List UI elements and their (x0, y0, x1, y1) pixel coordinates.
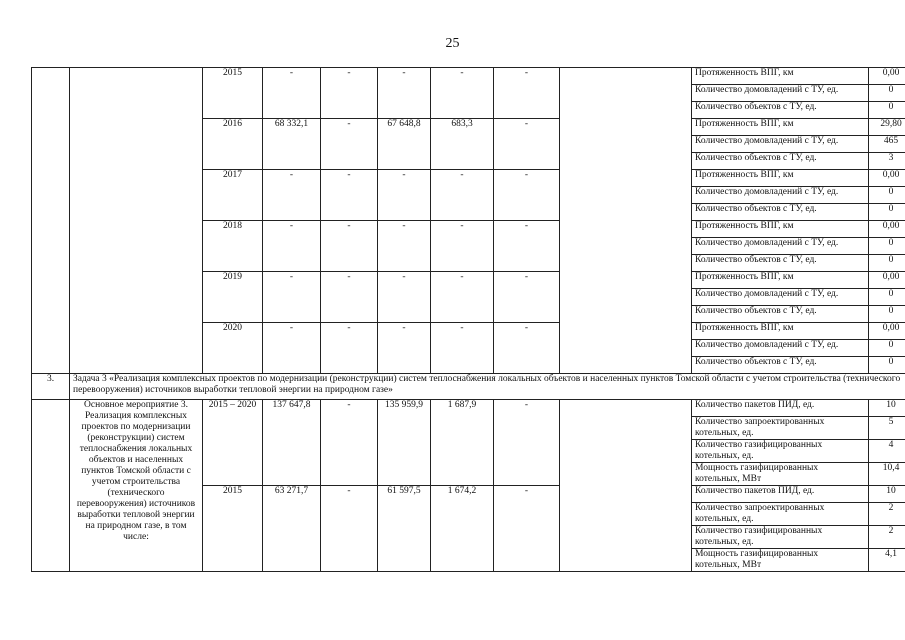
indicator-name-cell: Количество объектов с ТУ, ед. (692, 357, 869, 374)
federal-cell: - (321, 272, 378, 323)
indicator-name-cell: Количество объектов с ТУ, ед. (692, 255, 869, 272)
indicator-value-cell: 0 (869, 102, 905, 119)
indicator-name-cell: Количество запроектированных котельных, ед. (692, 503, 869, 526)
indicator-value-cell: 0,00 (869, 221, 905, 238)
local-cell: - (431, 323, 494, 374)
indicator-value-cell: 0,00 (869, 272, 905, 289)
indicator-name-cell: Мощность газифицированных котельных, МВт (692, 549, 869, 572)
indicator-value-cell: 2 (869, 526, 905, 549)
indicator-value-cell: 0 (869, 85, 905, 102)
federal-cell: - (321, 119, 378, 170)
number-cell (32, 400, 70, 572)
other-cell: - (494, 323, 560, 374)
indicator-name-cell: Количество объектов с ТУ, ед. (692, 204, 869, 221)
federal-cell: - (321, 323, 378, 374)
executor-cell (560, 68, 692, 374)
total-cell: 63 271,7 (263, 486, 321, 572)
local-cell: - (431, 170, 494, 221)
indicator-value-cell: 0 (869, 255, 905, 272)
indicator-value-cell: 0,00 (869, 323, 905, 340)
indicator-value-cell: 29,80 (869, 119, 905, 136)
indicator-value-cell: 0,00 (869, 170, 905, 187)
indicator-value-cell: 4,1 (869, 549, 905, 572)
indicator-name-cell: Количество домовладений с ТУ, ед. (692, 187, 869, 204)
indicator-value-cell: 0,00 (869, 68, 905, 85)
other-cell: - (494, 221, 560, 272)
federal-cell: - (321, 400, 378, 486)
local-cell: - (431, 272, 494, 323)
federal-cell: - (321, 68, 378, 119)
other-cell: - (494, 272, 560, 323)
local-cell: 683,3 (431, 119, 494, 170)
indicator-value-cell: 10 (869, 486, 905, 503)
indicator-value-cell: 0 (869, 187, 905, 204)
program-table (31, 67, 905, 572)
indicator-name-cell: Количество пакетов ПИД, ед. (692, 486, 869, 503)
indicator-name-cell: Количество запроектированных котельных, ед. (692, 417, 869, 440)
indicator-value-cell: 465 (869, 136, 905, 153)
local-cell: - (431, 68, 494, 119)
indicator-name-cell: Количество газифицированных котельных, ед. (692, 440, 869, 463)
total-cell: - (263, 323, 321, 374)
indicator-value-cell: 0 (869, 306, 905, 323)
federal-cell: - (321, 486, 378, 572)
number-cell (32, 68, 70, 374)
local-cell: 1 674,2 (431, 486, 494, 572)
total-cell: - (263, 221, 321, 272)
total-cell: - (263, 272, 321, 323)
other-cell: - (494, 486, 560, 572)
regional-cell: - (378, 272, 431, 323)
indicator-name-cell: Протяженность ВПГ, км (692, 221, 869, 238)
regional-cell: - (378, 68, 431, 119)
year-cell: 2019 (203, 272, 263, 323)
indicator-name-cell: Количество домовладений с ТУ, ед. (692, 136, 869, 153)
indicator-name-cell: Протяженность ВПГ, км (692, 272, 869, 289)
executor-cell (560, 400, 692, 572)
indicator-name-cell: Количество домовладений с ТУ, ед. (692, 289, 869, 306)
total-cell: - (263, 170, 321, 221)
other-cell: - (494, 400, 560, 486)
federal-cell: - (321, 221, 378, 272)
other-cell: - (494, 170, 560, 221)
indicator-name-cell: Количество объектов с ТУ, ед. (692, 153, 869, 170)
other-cell: - (494, 68, 560, 119)
indicator-name-cell: Протяженность ВПГ, км (692, 119, 869, 136)
total-cell: 137 647,8 (263, 400, 321, 486)
year-cell: 2017 (203, 170, 263, 221)
year-cell: 2015 (203, 486, 263, 572)
regional-cell: - (378, 323, 431, 374)
indicator-name-cell: Протяженность ВПГ, км (692, 68, 869, 85)
other-cell: - (494, 119, 560, 170)
indicator-name-cell: Протяженность ВПГ, км (692, 323, 869, 340)
indicator-value-cell: 0 (869, 204, 905, 221)
indicator-value-cell: 0 (869, 340, 905, 357)
indicator-name-cell: Количество объектов с ТУ, ед. (692, 102, 869, 119)
year-cell: 2016 (203, 119, 263, 170)
total-cell: 68 332,1 (263, 119, 321, 170)
table-row (32, 400, 905, 417)
indicator-name-cell: Количество газифицированных котельных, ед. (692, 526, 869, 549)
federal-cell: - (321, 170, 378, 221)
indicator-name-cell: Протяженность ВПГ, км (692, 170, 869, 187)
indicator-value-cell: 3 (869, 153, 905, 170)
task-number: 3. (32, 374, 70, 400)
regional-cell: 61 597,5 (378, 486, 431, 572)
regional-cell: - (378, 221, 431, 272)
indicator-value-cell: 2 (869, 503, 905, 526)
measure-name-cell: Основное мероприятие 3. Реализация комплексных проектов по модернизации (реконструкции) систем теплоснабжения локальных объектов и населенных пунктов Томской области с учетом строительства (технического перевооружения) источников выработки тепловой энергии на природном газе, в том числе: (70, 400, 203, 572)
indicator-name-cell: Количество домовладений с ТУ, ед. (692, 340, 869, 357)
regional-cell: - (378, 170, 431, 221)
indicator-name-cell: Мощность газифицированных котельных, МВт (692, 463, 869, 486)
year-cell: 2018 (203, 221, 263, 272)
year-cell: 2015 – 2020 (203, 400, 263, 486)
year-cell: 2020 (203, 323, 263, 374)
local-cell: 1 687,9 (431, 400, 494, 486)
indicator-value-cell: 0 (869, 289, 905, 306)
indicator-value-cell: 0 (869, 238, 905, 255)
table-row (32, 68, 905, 85)
total-cell: - (263, 68, 321, 119)
indicator-name-cell: Количество домовладений с ТУ, ед. (692, 238, 869, 255)
indicator-value-cell: 10,4 (869, 463, 905, 486)
page-number: 25 (445, 36, 460, 51)
year-cell: 2015 (203, 68, 263, 119)
indicator-name-cell: Количество пакетов ПИД, ед. (692, 400, 869, 417)
indicator-name-cell: Количество объектов с ТУ, ед. (692, 306, 869, 323)
indicator-value-cell: 4 (869, 440, 905, 463)
regional-cell: 135 959,9 (378, 400, 431, 486)
measure-name-cell (70, 68, 203, 374)
indicator-value-cell: 0 (869, 357, 905, 374)
local-cell: - (431, 221, 494, 272)
task-text: Задача 3 «Реализация комплексных проектов по модернизации (реконструкции) систем теплоснабжения локальных объектов и населенных пунктов Томской области с учетом строительства (технического перевооружения) источников выработки тепловой энергии на природном газе» (70, 374, 905, 400)
indicator-name-cell: Количество домовладений с ТУ, ед. (692, 85, 869, 102)
indicator-value-cell: 5 (869, 417, 905, 440)
indicator-value-cell: 10 (869, 400, 905, 417)
task-row (32, 374, 905, 400)
regional-cell: 67 648,8 (378, 119, 431, 170)
